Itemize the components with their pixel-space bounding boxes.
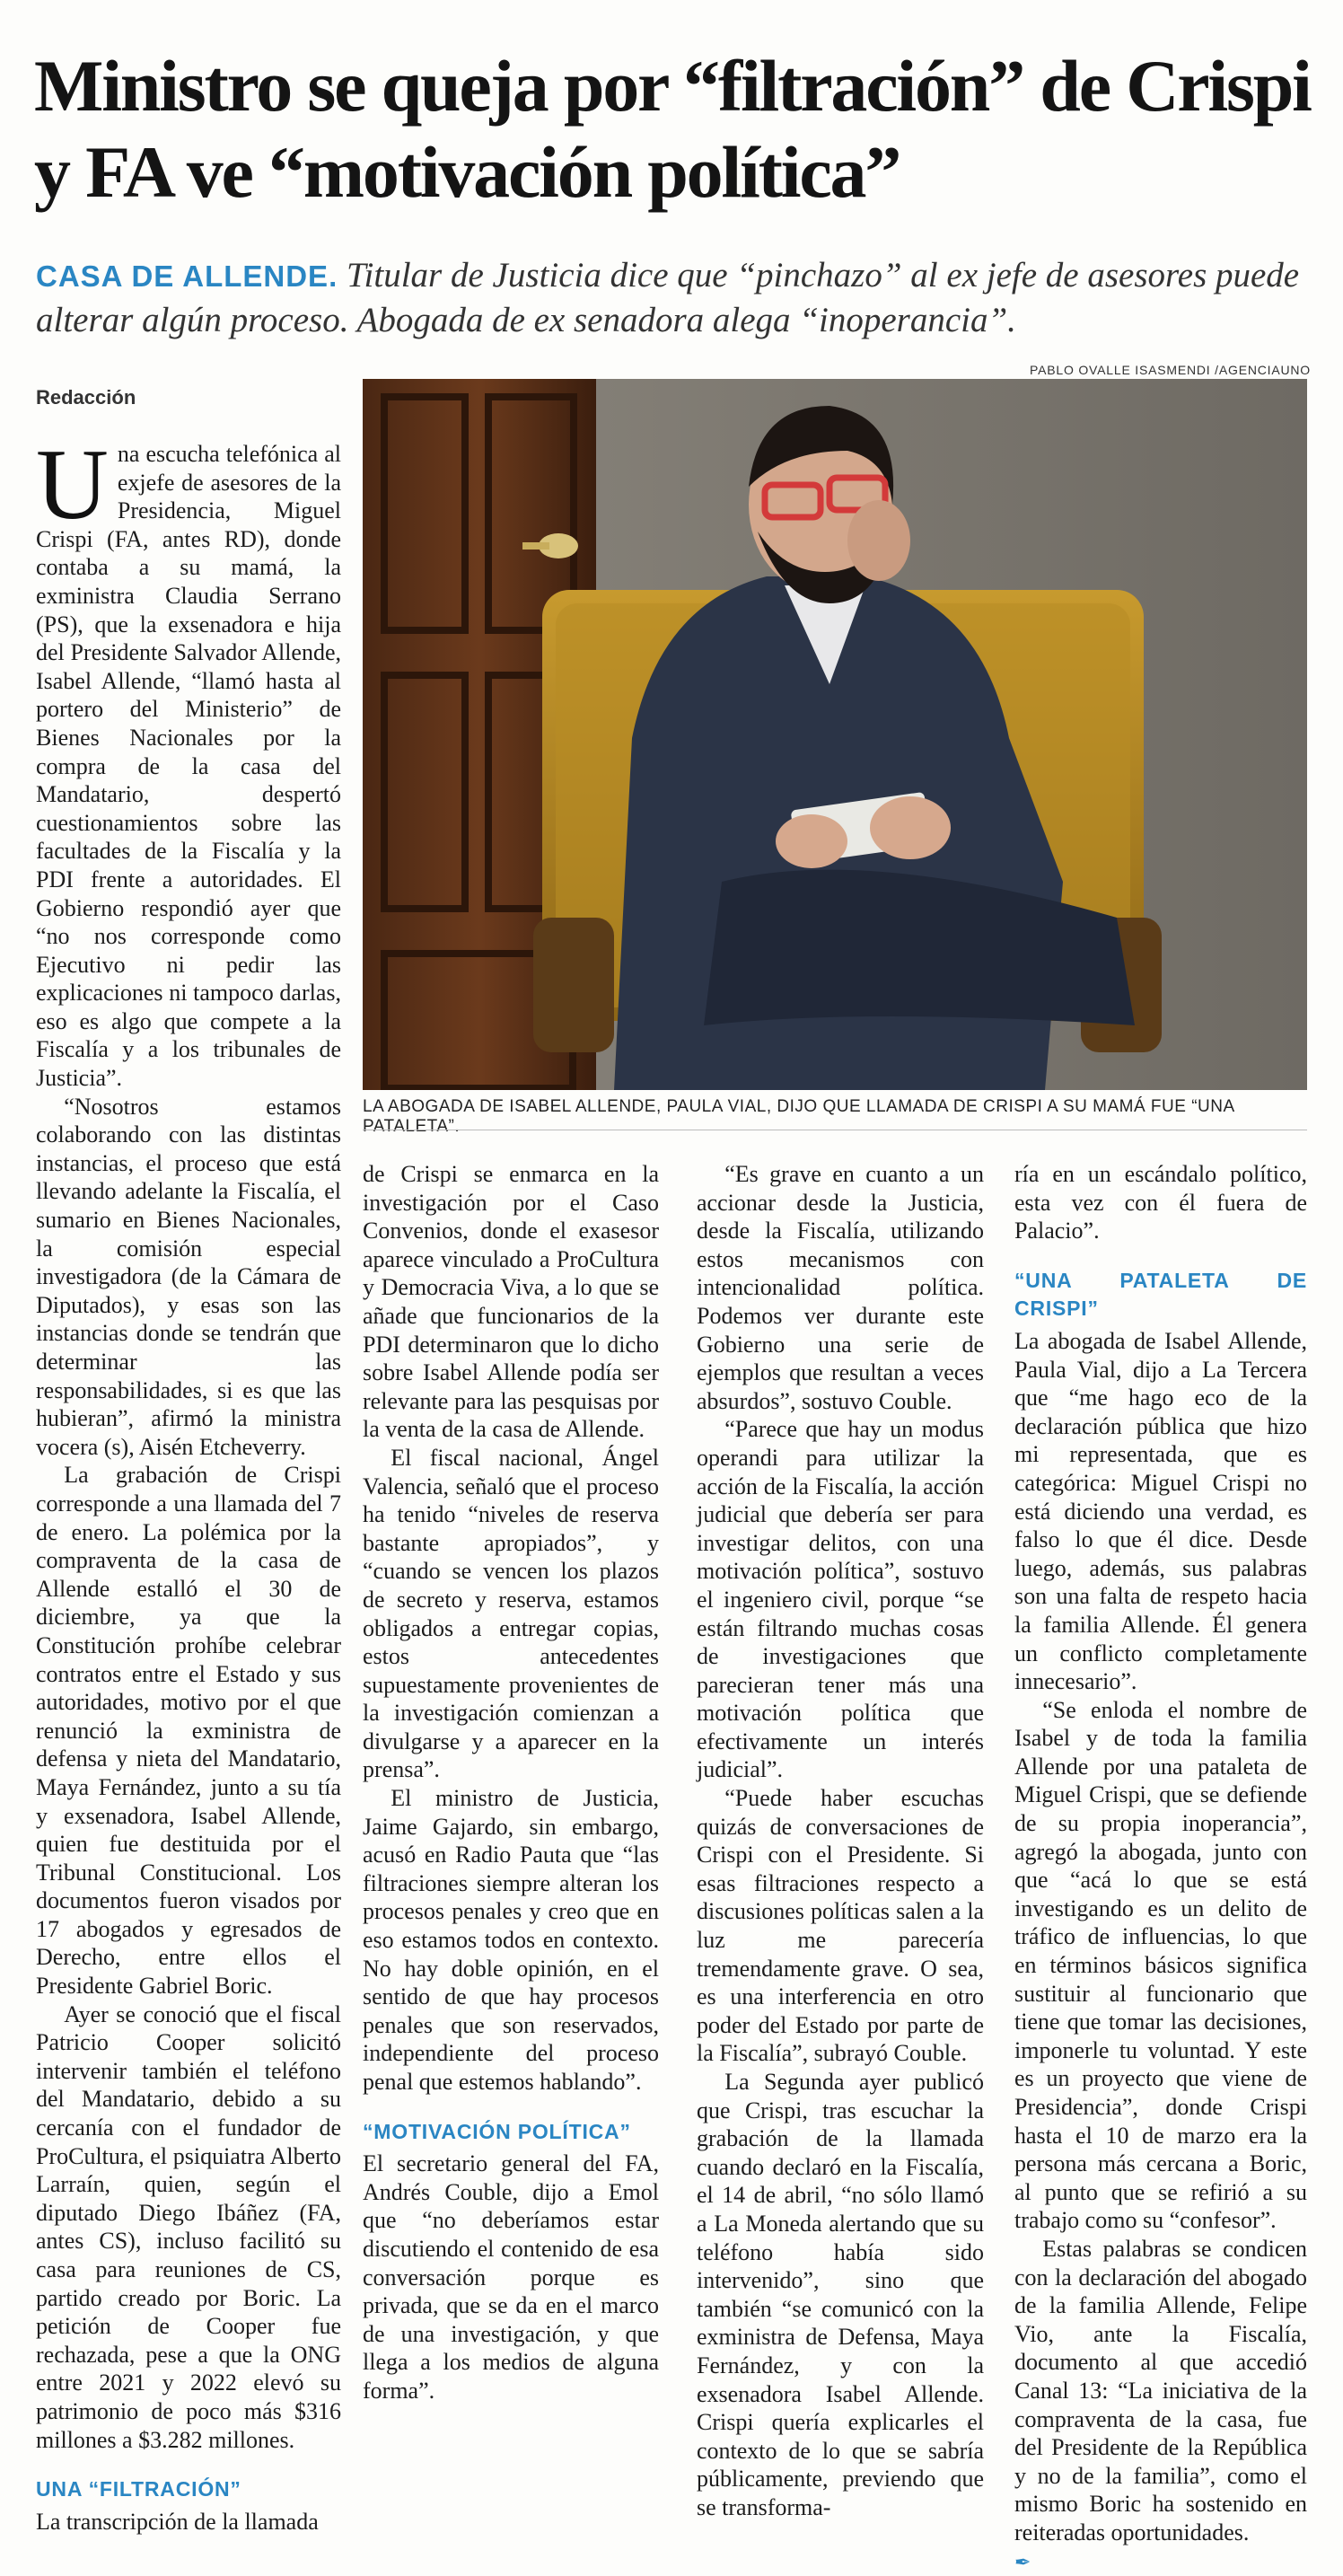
column-2 bbox=[363, 1160, 659, 2405]
paragraph: La transcripción de la llamada bbox=[36, 2508, 319, 2535]
paragraph: “Parece que hay un modus operandi para utilizar la acción de la Fiscalía, la acción judicial que debería ser para investigar delitos, con una motivación política”, sostuvo el ingeniero civil, porque “se están filtrando muchas cosas de investigaciones que parecieran tener más una motivación política que efectivamente un interés judicial”. bbox=[697, 1416, 984, 1783]
pen-end-icon: ✒ bbox=[1014, 2550, 1031, 2573]
paragraph: Estas palabras se condicen con la declaración del abogado de la familia Allende, Felipe Vio, ante la Fiscalía, documento al que accedió Canal 13: “La iniciativa de la compraventa de la casa, fue del Presidente de la República y no de la familia”, como el mismo Boric ha sostenido en reiteradas oportunidades. bbox=[1014, 2235, 1307, 2545]
paragraph: “Se enloda el nombre de Isabel y de toda la familia Allende por una pataleta de Miguel Crispi, que se defiende de su propia inoperancia”, agregó la abogada, junto con que “acá lo que se está investigando es un delito de tráfico de influencias, lo que en términos básicos significa sustituir al funcionario que tiene que tomar las decisiones, imponerle tu voluntad. Y este es un proyecto que viene de Presidencia”, donde Crispi hasta el 10 de marzo era la persona más cercana a Boric, al punto que se refirió a su trabajo como su “confesor”. bbox=[1014, 1696, 1307, 2234]
drop-cap: U bbox=[36, 429, 109, 541]
paragraph: La abogada de Isabel Allende, Paula Vial, dijo a La Tercera que “me hago eco de la declaración pública que hizo mi representada, que es categórica: Miguel Crispi no está diciendo una verdad, es falso lo que él dice. Desde luego, además, sus palabras son una falta de respeto hacia la familia Allende. Él genera un conflicto completamente innecesario”. bbox=[1014, 1327, 1307, 1695]
subheading-pataleta: “UNA PATALETA DE CRISPI” bbox=[1014, 1268, 1307, 1321]
subheading-filtracion: UNA “FILTRACIÓN” bbox=[36, 2477, 241, 2501]
column-3 bbox=[697, 1160, 984, 2522]
paragraph: “Puede haber escuchas quizás de conversaciones de Crispi con el Presidente. Si esas filtraciones respecto a discusiones políticas salen a la luz me parecería tremendamente grave. O sea, es una interferencia en otro poder del Estado por parte de la Fiscalía”, subrayó Couble. bbox=[697, 1785, 984, 2067]
paragraph: El secretario general del FA, Andrés Couble, dijo a Emol que “no deberíamos estar discutiendo el contenido de esa conversación porque es privada, que se da en el marco de una investigación, y que llega a los medios de alguna forma”. bbox=[363, 2150, 659, 2404]
column-1 bbox=[36, 429, 341, 2536]
paragraph: na escucha telefónica al exjefe de asesores de la Presidencia, Miguel Crispi (FA, antes RD), donde contaba a su mamá, la exministra Claudia Serrano (PS), que la exsenadora e hija del Presidente Salvador Allende, Isabel Allende, “llamó hasta al portero del Ministerio” de Bienes Nacionales por la compra de la casa del Mandatario, despertó cuestionamientos sobre las facultades de la Fiscalía y la PDI frente a autoridades. El Gobierno respondió ayer que “no nos corresponde como Ejecutivo ni pedir las explicaciones ni tampoco darlas, eso es algo que compete a la Fiscalía y a los tribunales de Justicia”. bbox=[36, 441, 341, 1092]
paragraph: Ayer se conoció que el fiscal Patricio Cooper solicitó intervenir también el teléfono del Mandatario, debido a su cercanía con el fundador de ProCultura, el psiquiatra Alberto Larraín, quien, según el diputado Diego Ibáñez (FA, antes CS), incluso facilitó su casa para reuniones de CS, partido creado por Boric. La petición de Cooper fue rechazada, pese a que la ONG entre 2021 y 2022 elevó su patrimonio de poco más $316 millones a $3.282 millones. bbox=[36, 2000, 341, 2453]
paragraph: El ministro de Justicia, Jaime Gajardo, sin embargo, acusó en Radio Pauta que “las filtraciones siempre alteran los procesos penales y creo que en eso estamos todos en contexto. No hay doble opinión, en el sentido de que hay procesos penales que son reservados, independiente del proceso penal que estemos hablando”. bbox=[363, 1785, 659, 2095]
headline: Ministro se queja por “filtración” de Crispi y FA ve “motivación política” bbox=[34, 45, 1311, 213]
paragraph: “Nosotros estamos colaborando con las distintas instancias, el proceso que está llevando adelante la Fiscalía, el sumario en Bienes Nacionales, la comisión especial investigadora (de la Cámara de Diputados), y esas son las instancias donde se tendrán que determinar las responsabilidades, si es que las hubieran”, afirmó la ministra vocera (s), Aisén Etcheverry. bbox=[36, 1093, 341, 1460]
article-photo bbox=[363, 379, 1307, 1090]
deck-text: Titular de Justicia dice que “pinchazo” al ex jefe de asesores puede alterar algún proceso. Abogada de ex senadora alega “inoperancia”. bbox=[36, 256, 1300, 339]
kicker: CASA DE ALLENDE. bbox=[36, 259, 338, 293]
subheading-motivacion: “MOTIVACIÓN POLÍTICA” bbox=[363, 2119, 631, 2143]
photo-caption: LA ABOGADA DE ISABEL ALLENDE, PAULA VIAL, DIJO QUE LLAMADA DE CRISPI A SU MAMÁ FUE “UNA PATALETA”. bbox=[363, 1097, 1234, 1136]
paragraph: El fiscal nacional, Ángel Valencia, señaló que el proceso ha tenido “niveles de reserva bastante apropiados”, y “cuando se vencen los plazos de secreto y reserva, estamos obligados a entregar copias, estos antecedentes supuestamente provenientes de la investigación comienzan a divulgarse y a aparecer en la prensa”. bbox=[363, 1444, 659, 1783]
photo-credit: PABLO OVALLE ISASMENDI /AGENCIAUNO bbox=[1030, 363, 1311, 377]
column-4 bbox=[1014, 1160, 1307, 2576]
deck bbox=[36, 253, 1311, 342]
paragraph: La grabación de Crispi corresponde a una llamada del 7 de enero. La polémica por la compraventa de la casa de Allende estalló el 30 de diciembre, ya que la Constitución prohíbe celebrar contratos entre el Estado y sus autoridades, motivo por el que renunció la exministra de defensa y nieta del Mandatario, Maya Fernández, junto a su tía y exsenadora, Isabel Allende, quien fue destituida por el Tribunal Constitucional. Los documentos fueron visados por 17 abogados y egresados de Derecho, entre ellos el Presidente Gabriel Boric. bbox=[36, 1462, 341, 2000]
paragraph: La Segunda ayer publicó que Crispi, tras escuchar la grabación de la llamada cuando declaró en la Fiscalía, el 14 de abril, “no sólo llamó a La Moneda alertando que su teléfono había sido intervenido”, sino que también “se comunicó con la exministra de Defensa, Maya Fernández, y con la exsenadora Isabel Allende. Crispi quería explicarles el contexto de lo que se sabría públicamente, previendo que se transforma- bbox=[697, 2069, 984, 2520]
paragraph: ría en un escándalo político, esta vez con él fuera de Palacio”. bbox=[1014, 1161, 1307, 1244]
paragraph: “Es grave en cuanto a un accionar desde la Justicia, desde la Fiscalía, utilizando estos mecanismos con intencionalidad política. Podemos ver durante este Gobierno una serie de ejemplos que resultan a veces absurdos”, sostuvo Couble. bbox=[697, 1161, 984, 1414]
paragraph: de Crispi se enmarca en la investigación por el Caso Convenios, donde el exasesor aparece vinculado a ProCultura y Democracia Viva, a lo que se añade que funcionarios de la PDI determinaron que lo dicho sobre Isabel Allende podía ser relevante para las pesquisas por la venta de la casa de Allende. bbox=[363, 1161, 659, 1443]
byline: Redacción bbox=[36, 386, 136, 409]
